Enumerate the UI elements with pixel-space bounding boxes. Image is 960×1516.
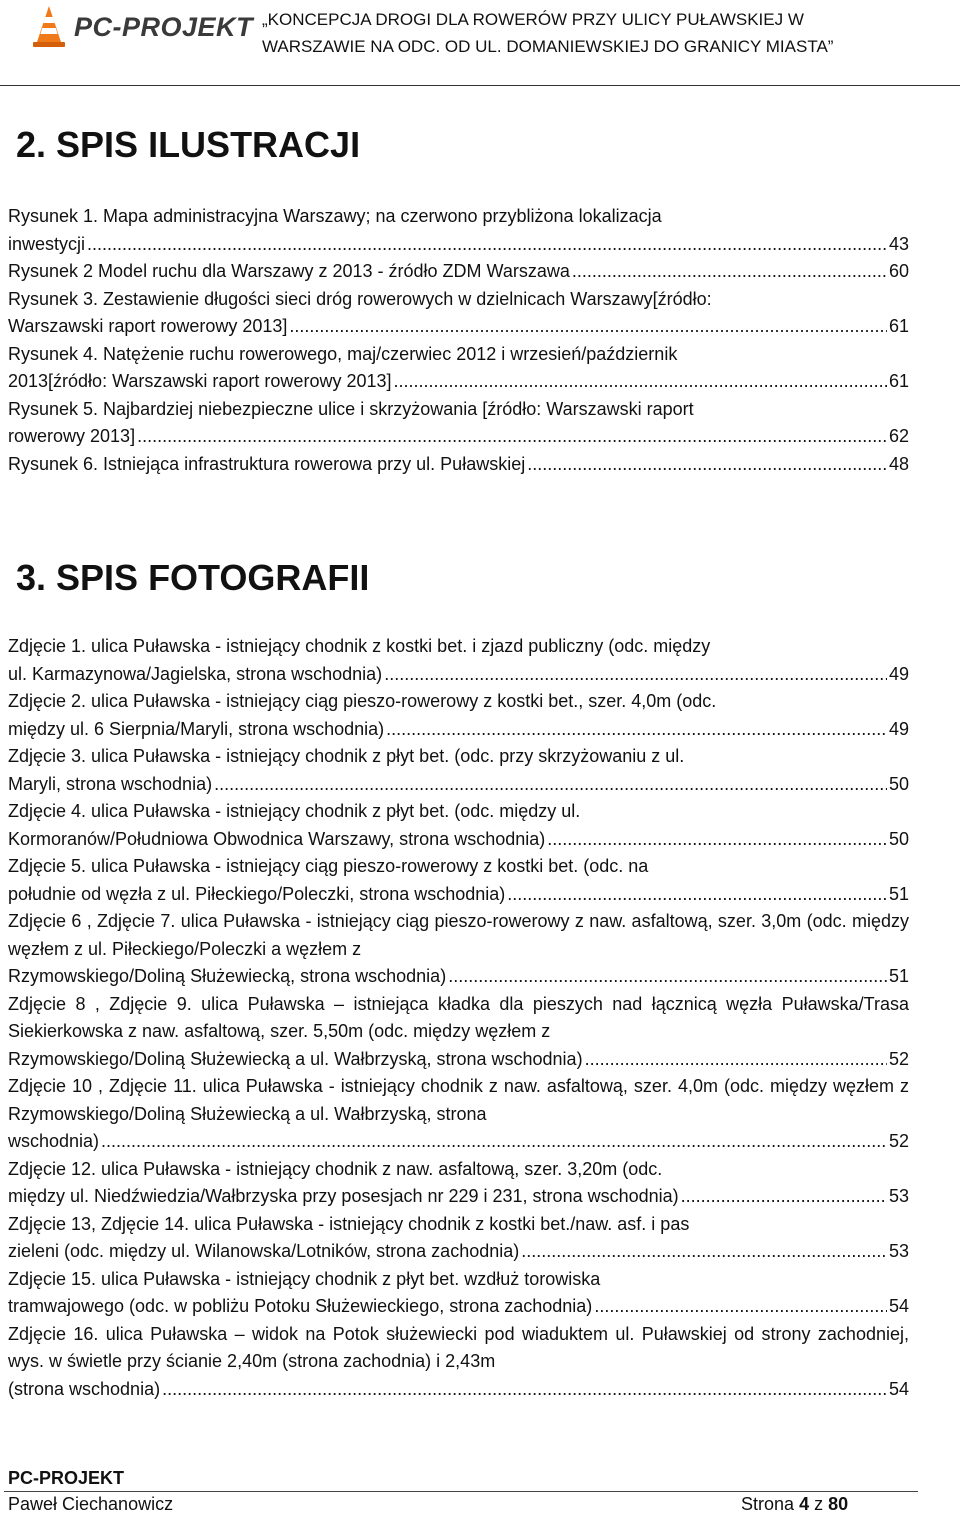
page-number: 49 bbox=[888, 663, 909, 684]
list-item[interactable] bbox=[8, 908, 909, 991]
list-item[interactable] bbox=[8, 688, 909, 743]
list-item[interactable] bbox=[8, 853, 909, 908]
page-current: 4 bbox=[799, 1494, 810, 1514]
page-number: 51 bbox=[888, 883, 909, 904]
leader-dots bbox=[101, 1128, 887, 1156]
page-number: 48 bbox=[888, 453, 909, 474]
company-logo bbox=[28, 4, 254, 50]
entry-text-end: 2013[źródło: Warszawski raport rowerowy 2013] bbox=[8, 371, 392, 391]
footer-company: PC-PROJEKT bbox=[8, 1468, 125, 1488]
illustrations-list bbox=[8, 203, 909, 478]
list-item[interactable] bbox=[8, 203, 909, 258]
entry-text-end: inwestycji bbox=[8, 233, 86, 254]
leader-dots bbox=[547, 826, 887, 854]
list-item[interactable] bbox=[8, 258, 909, 286]
page-number: 43 bbox=[888, 233, 909, 254]
entry-text: Zdjęcie 12. ulica Puławska - istniejący chodnik z naw. asfaltową, szer. 3,20m (odc. bbox=[8, 1158, 663, 1179]
entry-text: Zdjęcie 3. ulica Puławska - istniejący chodnik z płyt bet. (odc. przy skrzyżowaniu z ul. bbox=[8, 746, 685, 766]
page-number: 50 bbox=[888, 828, 909, 849]
entry-text: Zdjęcie 16. ulica Puławska – widok na Potok służewiecki pod wiaduktem ul. Puławskiej od strony zachodniej, wys. w świetle przy ścianie 2,40m (strona zachodnia) i 2,43m bbox=[8, 1323, 909, 1371]
page-number: 62 bbox=[888, 426, 909, 446]
document-title: „KONCEPCJA DROGI DLA ROWERÓW PRZY ULICY PUŁAWSKIEJ W WARSZAWIE NA ODC. OD UL. DOMANIEWSKIEJ DO GRANICY MIASTA” bbox=[262, 10, 834, 56]
leader-dots bbox=[507, 881, 887, 909]
leader-dots bbox=[448, 963, 887, 991]
leader-dots bbox=[681, 1183, 887, 1211]
entry-text: Zdjęcie 5. ulica Puławska - istniejący ciąg pieszo-rowerowy z kostki bet. (odc. na bbox=[8, 856, 649, 876]
page-number: 53 bbox=[888, 1186, 909, 1206]
list-item[interactable] bbox=[8, 743, 909, 798]
page-number: 60 bbox=[888, 261, 909, 281]
leader-dots bbox=[594, 1293, 887, 1321]
leader-dots bbox=[572, 258, 887, 286]
list-item[interactable] bbox=[8, 451, 909, 479]
entry-text: Zdjęcie 4. ulica Puławska - istniejący chodnik z płyt bet. (odc. między ul. bbox=[8, 801, 581, 821]
entry-text-end: Rysunek 2 Model ruchu dla Warszawy z 2013 - źródło ZDM Warszawa bbox=[8, 261, 570, 281]
entry-text-end: Warszawski raport rowerowy 2013] bbox=[8, 316, 288, 336]
page-number: 54 bbox=[888, 1378, 909, 1399]
page-indicator bbox=[741, 1494, 848, 1515]
page-number: 49 bbox=[888, 718, 909, 739]
section-heading-photos: 3. SPIS FOTOGRAFII bbox=[16, 557, 370, 598]
leader-dots bbox=[521, 1238, 887, 1266]
leader-dots bbox=[137, 423, 887, 451]
leader-dots bbox=[289, 313, 887, 341]
list-item[interactable] bbox=[8, 1266, 909, 1321]
entry-text: Zdjęcie 13, Zdjęcie 14. ulica Puławska - istniejący chodnik z kostki bet./naw. asf. i pas bbox=[8, 1213, 690, 1234]
leader-dots bbox=[394, 368, 887, 396]
list-item[interactable] bbox=[8, 1321, 909, 1404]
list-item[interactable] bbox=[8, 1156, 909, 1211]
leader-dots bbox=[87, 231, 887, 259]
page-label: Strona bbox=[741, 1494, 795, 1514]
entry-text-end: (strona wschodnia) bbox=[8, 1378, 161, 1399]
page-number: 61 bbox=[888, 371, 909, 391]
entry-text-end: ul. Karmazynowa/Jagielska, strona wschodnia) bbox=[8, 663, 383, 684]
entry-text: Rysunek 5. Najbardziej niebezpieczne ulice i skrzyżowania [źródło: Warszawski raport bbox=[8, 398, 694, 419]
list-item[interactable] bbox=[8, 798, 909, 853]
entry-text-end: Rysunek 6. Istniejąca infrastruktura rowerowa przy ul. Puławskiej bbox=[8, 453, 526, 474]
page-number: 52 bbox=[888, 1048, 909, 1069]
traffic-cone-icon bbox=[32, 4, 66, 48]
footer-divider bbox=[4, 1491, 918, 1492]
photos-list bbox=[8, 633, 909, 1403]
page-number: 54 bbox=[888, 1296, 909, 1316]
list-item[interactable] bbox=[8, 991, 909, 1074]
page-number: 53 bbox=[888, 1241, 909, 1261]
brand-name: PC-PROJEKT bbox=[74, 12, 254, 42]
page-number: 50 bbox=[888, 773, 909, 794]
list-item[interactable] bbox=[8, 286, 909, 341]
page-separator: z bbox=[814, 1494, 824, 1514]
leader-dots bbox=[384, 661, 887, 689]
entry-text-end: wschodnia) bbox=[8, 1131, 100, 1151]
list-item[interactable] bbox=[8, 341, 909, 396]
page-number: 51 bbox=[888, 966, 909, 986]
entry-text-end: między ul. 6 Sierpnia/Maryli, strona wschodnia) bbox=[8, 718, 385, 739]
entry-text-end: Rzymowskiego/Doliną Służewiecką, strona wschodnia) bbox=[8, 966, 447, 986]
entry-text: Zdjęcie 10 , Zdjęcie 11. ulica Puławska - istniejący chodnik z naw. asfaltową, szer. 4,0m (odc. między węzłem z Rzymowskiego/Doliną Służewiecką a ul. Wałbrzyską, strona bbox=[8, 1076, 909, 1124]
entry-text-end: Maryli, strona wschodnia) bbox=[8, 773, 213, 794]
entry-text: Rysunek 1. Mapa administracyjna Warszawy; na czerwono przybliżona lokalizacja bbox=[8, 206, 662, 226]
entry-text-end: zieleni (odc. między ul. Wilanowska/Lotników, strona zachodnia) bbox=[8, 1241, 520, 1261]
entry-text: Zdjęcie 1. ulica Puławska - istniejący chodnik z kostki bet. i zjazd publiczny (odc. między bbox=[8, 636, 711, 656]
leader-dots bbox=[585, 1046, 887, 1074]
leader-dots bbox=[162, 1376, 887, 1404]
section-heading-illustrations: 2. SPIS ILUSTRACJI bbox=[16, 124, 361, 165]
footer-author: Paweł Ciechanowicz bbox=[8, 1494, 174, 1514]
entry-text: Zdjęcie 8 , Zdjęcie 9. ulica Puławska – istniejąca kładka dla pieszych nad łącznicą węzła Puławska/Trasa Siekierkowska z naw. asfaltową, szer. 5,50m (odc. między węzłem z bbox=[8, 993, 909, 1041]
entry-text-end: tramwajowego (odc. w pobliżu Potoku Służewieckiego, strona zachodnia) bbox=[8, 1296, 593, 1316]
page-number: 61 bbox=[888, 316, 909, 336]
list-item[interactable] bbox=[8, 633, 909, 688]
entry-text: Zdjęcie 2. ulica Puławska - istniejący ciąg pieszo-rowerowy z kostki bet., szer. 4,0m (odc. bbox=[8, 691, 717, 711]
page-header bbox=[0, 0, 960, 90]
page-number: 52 bbox=[888, 1131, 909, 1151]
entry-text-end: rowerowy 2013] bbox=[8, 426, 136, 446]
entry-text-end: Rzymowskiego/Doliną Służewiecką a ul. Wałbrzyską, strona wschodnia) bbox=[8, 1048, 583, 1069]
leader-dots bbox=[214, 771, 887, 799]
leader-dots bbox=[527, 451, 887, 479]
entry-text: Zdjęcie 6 , Zdjęcie 7. ulica Puławska - istniejący ciąg pieszo-rowerowy z naw. asfaltową, szer. 3,0m (odc. między węzłem z ul. Piłeckiego/Poleczki a węzłem z bbox=[8, 911, 909, 959]
entry-text-end: między ul. Niedźwiedzia/Wałbrzyska przy posesjach nr 229 i 231, strona wschodnia) bbox=[8, 1186, 679, 1206]
entry-text: Rysunek 3. Zestawienie długości sieci dróg rowerowych w dzielnicach Warszawy[źródło: bbox=[8, 288, 712, 309]
list-item[interactable] bbox=[8, 1211, 909, 1266]
leader-dots bbox=[386, 716, 887, 744]
entry-text: Rysunek 4. Natężenie ruchu rowerowego, maj/czerwiec 2012 i wrzesień/październik bbox=[8, 343, 678, 364]
page-total: 80 bbox=[828, 1494, 849, 1514]
list-item[interactable] bbox=[8, 396, 909, 451]
entry-text-end: Kormoranów/Południowa Obwodnica Warszawy, strona wschodnia) bbox=[8, 828, 546, 849]
header-divider bbox=[0, 85, 960, 86]
list-item[interactable] bbox=[8, 1073, 909, 1156]
entry-text-end: południe od węzła z ul. Piłeckiego/Poleczki, strona wschodnia) bbox=[8, 883, 506, 904]
entry-text: Zdjęcie 15. ulica Puławska - istniejący chodnik z płyt bet. wzdłuż torowiska bbox=[8, 1268, 601, 1289]
